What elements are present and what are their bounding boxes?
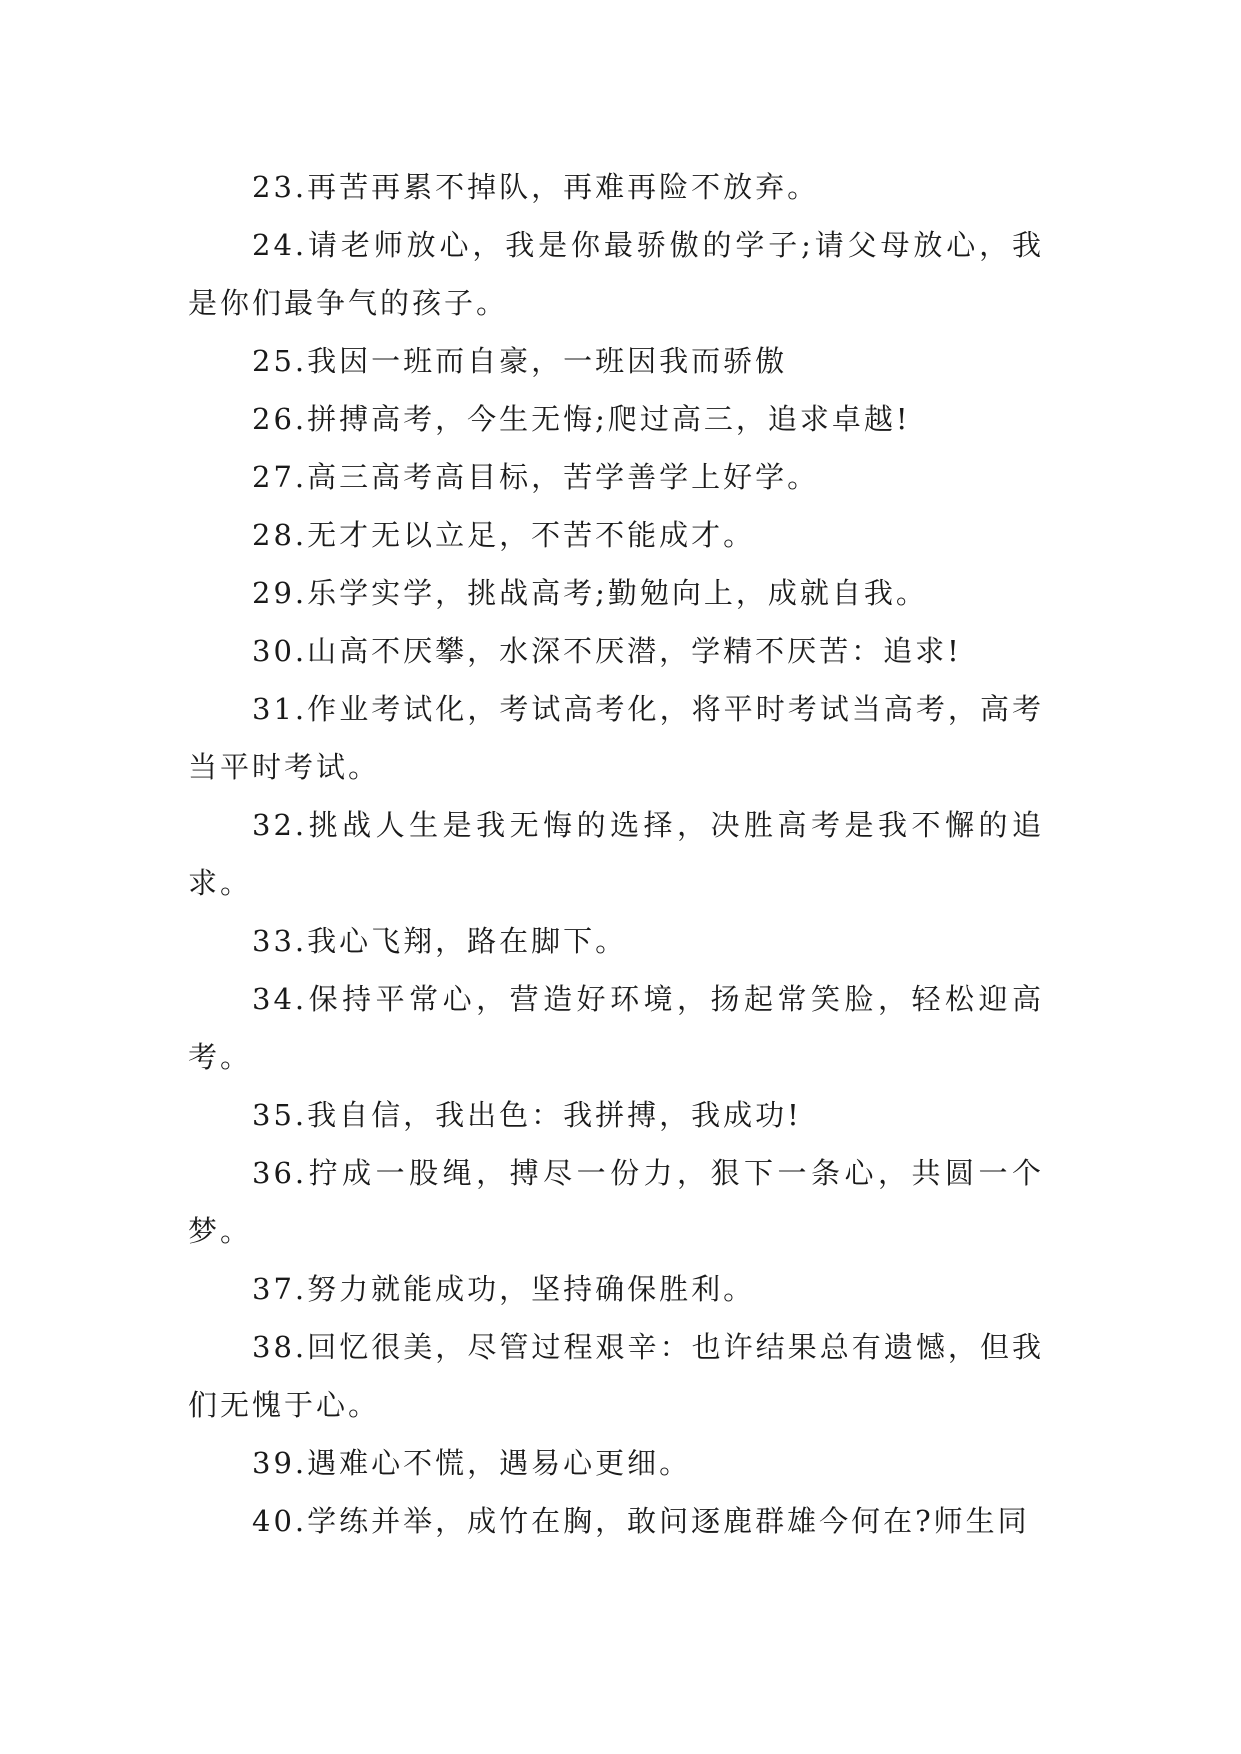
list-item: 39.遇难心不慌，遇易心更细。: [252, 1446, 692, 1480]
list-item: 30.山高不厌攀，水深不厌潜，学精不厌苦：追求!: [252, 634, 962, 668]
list-item: 38.回忆很美，尽管过程艰辛：也许结果总有遗憾，但我们无愧于心。: [188, 1330, 1044, 1422]
list-item: 23.再苦再累不掉队，再难再险不放弃。: [252, 170, 820, 204]
list-item: 37.努力就能成功，坚持确保胜利。: [252, 1272, 756, 1306]
list-item: 34.保持平常心，营造好环境，扬起常笑脸，轻松迎高考。: [188, 982, 1044, 1074]
list-item: 26.拼搏高考，今生无悔;爬过高三，追求卓越!: [252, 402, 911, 436]
list-item: 28.无才无以立足，不苦不能成才。: [252, 518, 756, 552]
document-body: [188, 158, 1044, 1550]
list-item: 33.我心飞翔，路在脚下。: [252, 924, 628, 958]
list-item: 31.作业考试化，考试高考化，将平时考试当高考，高考当平时考试。: [188, 692, 1044, 784]
list-item: 40.学练并举，成竹在胸，敢问逐鹿群雄今何在?师生同: [252, 1504, 1030, 1538]
list-item: 32.挑战人生是我无悔的选择，决胜高考是我不懈的追求。: [188, 808, 1044, 900]
list-item: 24.请老师放心，我是你最骄傲的学子;请父母放心，我是你们最争气的孩子。: [188, 228, 1044, 320]
list-item: 27.高三高考高目标，苦学善学上好学。: [252, 460, 820, 494]
list-item: 25.我因一班而自豪，一班因我而骄傲: [252, 344, 788, 378]
list-item: 35.我自信，我出色：我拼搏，我成功!: [252, 1098, 802, 1132]
list-item: 36.拧成一股绳，搏尽一份力，狠下一条心，共圆一个梦。: [188, 1156, 1044, 1248]
list-item: 29.乐学实学，挑战高考;勤勉向上，成就自我。: [252, 576, 928, 610]
